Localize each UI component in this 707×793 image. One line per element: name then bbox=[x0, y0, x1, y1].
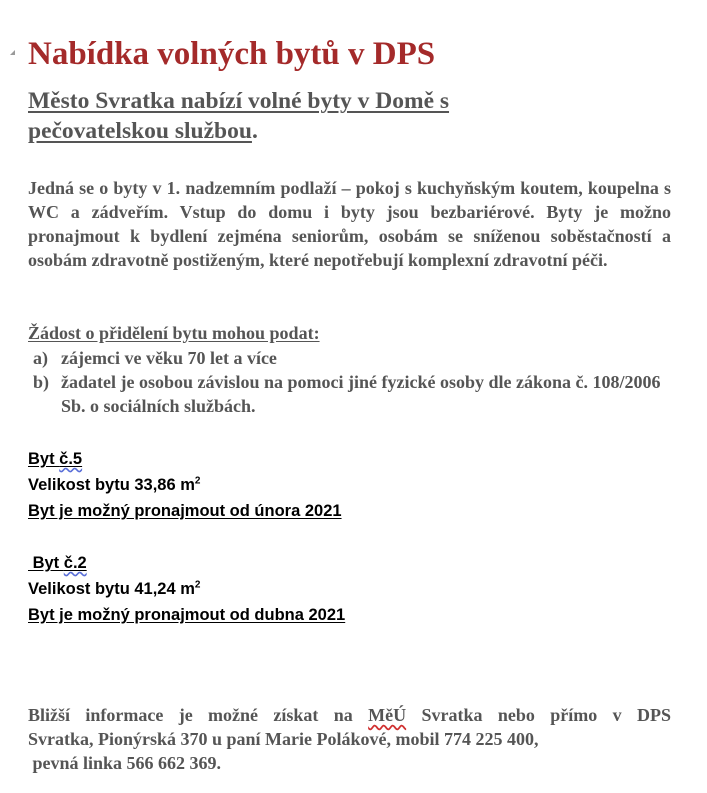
subtitle-line1: Město Svratka nabízí volné byty v Domě s bbox=[28, 88, 450, 114]
apartment-size: Velikost bytu 41,24 $m^2$ bbox=[28, 579, 201, 598]
subtitle-trail: . bbox=[251, 118, 258, 144]
contact-paragraph bbox=[28, 703, 671, 775]
list-item-text: žadatel je osobou závislou na pomoci jiné fyzické osoby dle zákona č. 108/2006 Sb. o sociálních službách. bbox=[61, 372, 661, 416]
list-marker: a) bbox=[33, 348, 48, 368]
requirements-list bbox=[28, 346, 671, 418]
requirements-heading: Žádost o přidělení bytu mohou podat: bbox=[28, 323, 320, 343]
apartment-block bbox=[28, 550, 345, 628]
list-item-text: zájemci ve věku 70 let a více bbox=[61, 348, 277, 368]
apartment-label: Byt č.5 bbox=[28, 450, 83, 468]
list-marker: b) bbox=[33, 372, 50, 392]
size-unit-superscript: 2 bbox=[194, 475, 201, 487]
apartment-number: č.2 bbox=[63, 554, 87, 572]
list-item bbox=[28, 346, 671, 370]
apartment-number: č.5 bbox=[59, 450, 83, 468]
subtitle bbox=[28, 86, 449, 146]
page-title: Nabídka volných bytů v DPS bbox=[28, 36, 436, 72]
list-item bbox=[28, 370, 671, 418]
apartment-block bbox=[28, 446, 342, 524]
contact-line3: pevná linka 566 662 369. bbox=[28, 753, 222, 773]
contact-line1: Bližší informace je možné získat na MěÚ Svratka nebo přímo v DPS bbox=[28, 705, 671, 725]
description-paragraph: Jedná se o byty v 1. nadzemním podlaží – pokoj s kuchyňským koutem, koupelna s WC a zádveřím. Vstup do domu i byty jsou bezbariérové. Byty je možno pronajmout k bydlení zejména seniorům, osobám se sníženou soběstačností a osobám zdravotně postiženým, které nepotřebují komplexní zdravotní péči. bbox=[28, 178, 671, 270]
apartment-availability: Byt je možný pronajmout od února 2021 bbox=[28, 502, 342, 520]
apartment-availability: Byt je možný pronajmout od dubna 2021 bbox=[28, 606, 346, 624]
size-unit-superscript: 2 bbox=[194, 579, 201, 591]
collapse-marker-icon[interactable] bbox=[10, 50, 15, 55]
contact-line2: Svratka, Pionýrská 370 u paní Marie Polákové, mobil 774 225 400, bbox=[28, 729, 539, 749]
apartment-size: Velikost bytu 33,86 $m^2$ bbox=[28, 475, 201, 494]
office-abbreviation: MěÚ bbox=[368, 705, 407, 725]
apartment-label: Byt č.2 bbox=[28, 554, 87, 572]
subtitle-line2: pečovatelskou službou bbox=[28, 118, 252, 144]
